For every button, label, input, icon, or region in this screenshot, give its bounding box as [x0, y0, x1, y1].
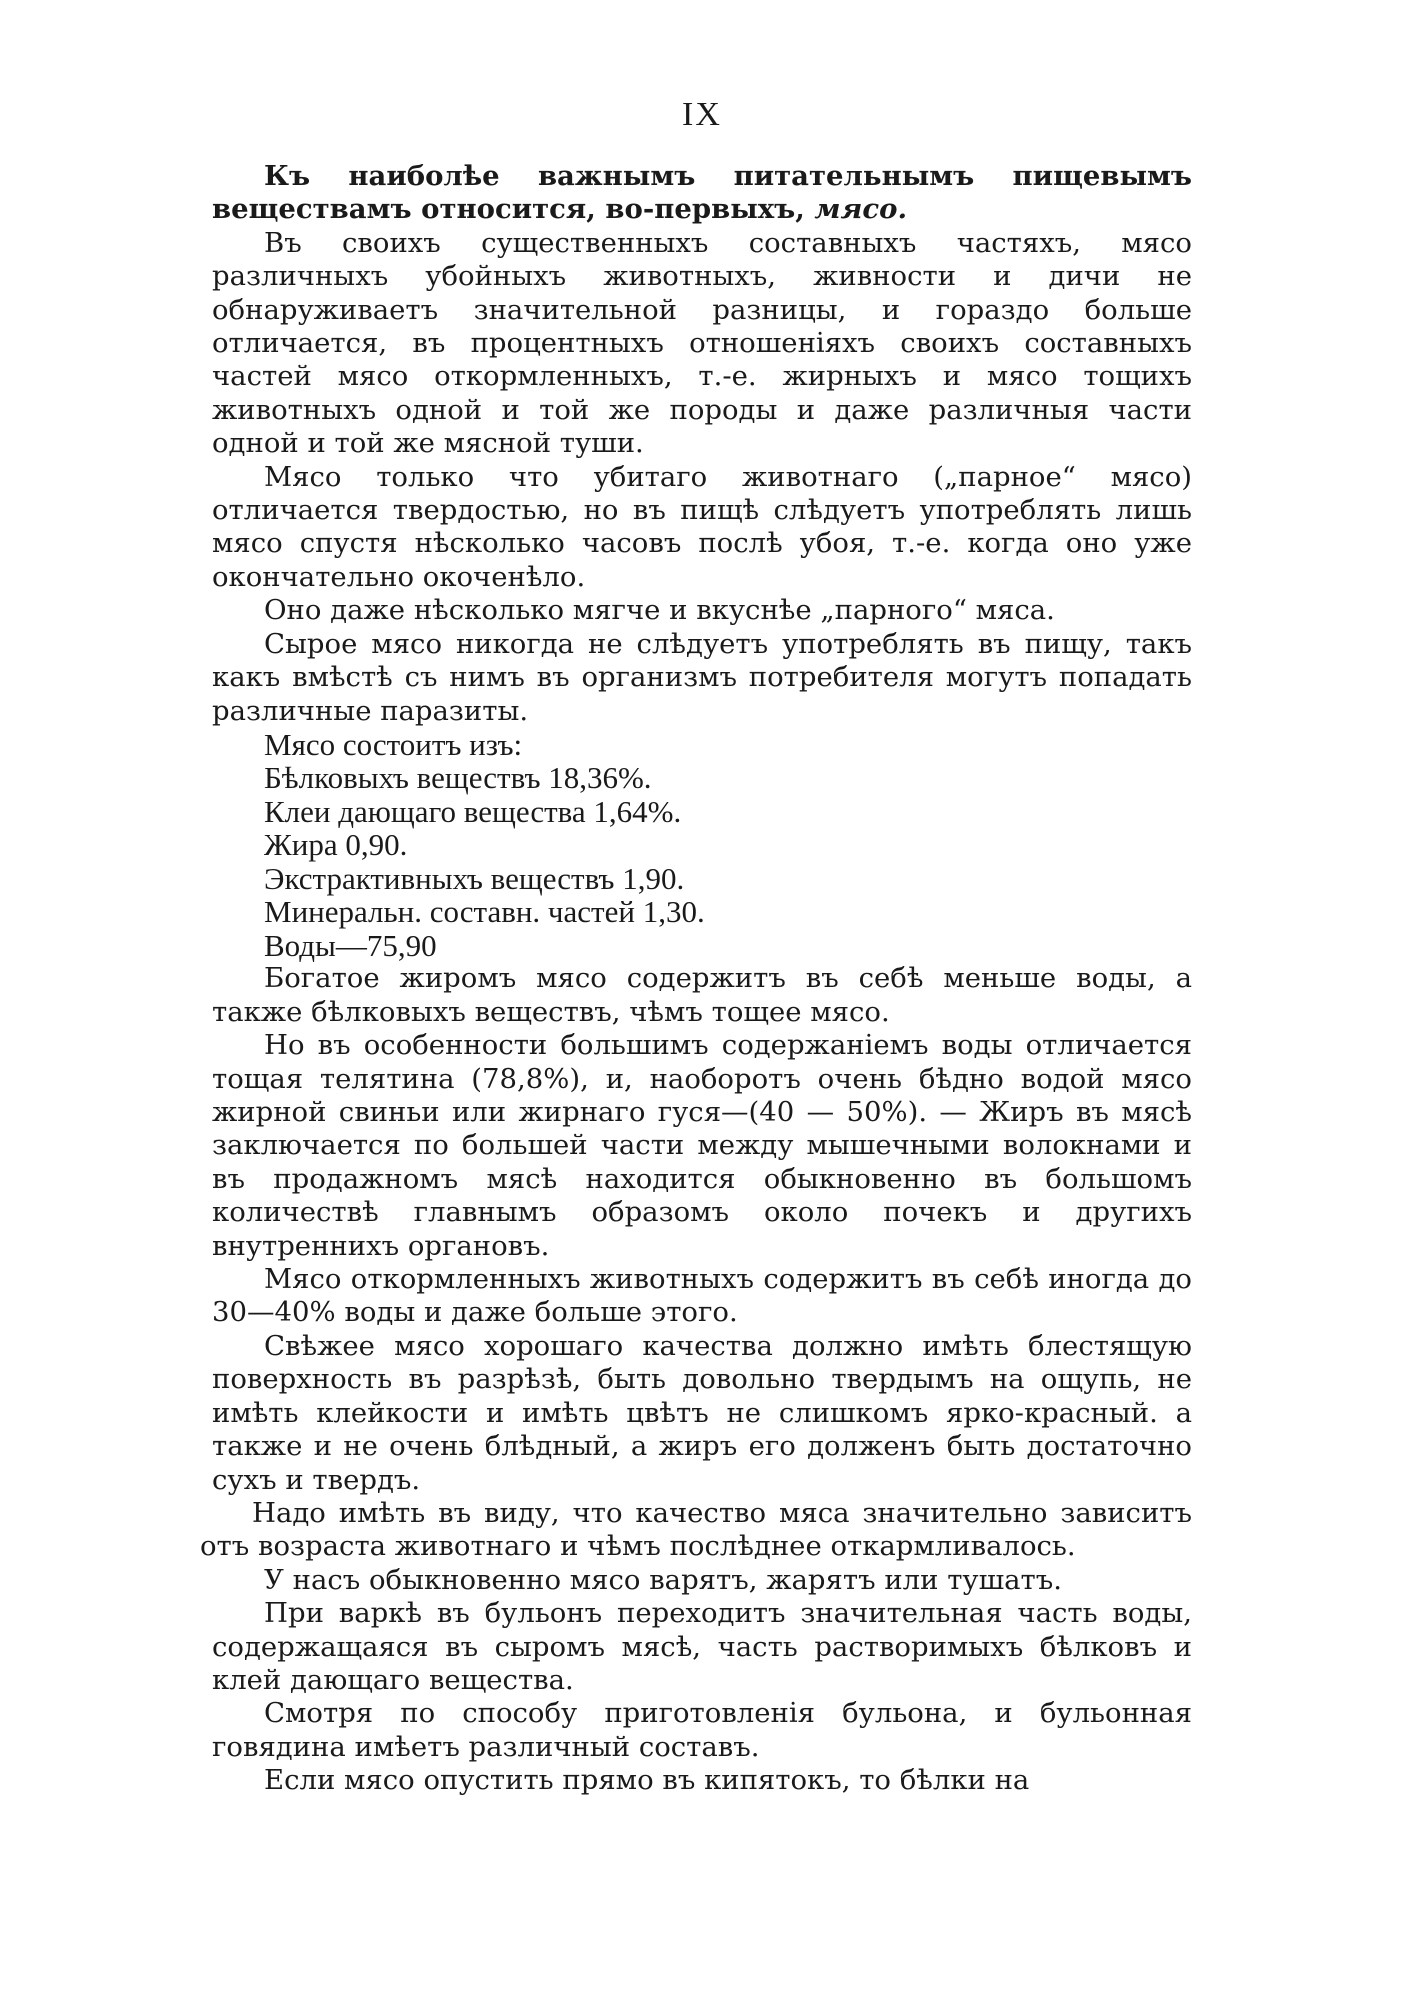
composition-item: Клеи дающаго вещества 1,64%.: [264, 793, 682, 829]
paragraph: Сырое мясо никогда не слѣдуетъ употреблять въ пищу, такъ какъ вмѣстѣ съ нимъ въ организмъ потребителя могутъ попадать различные паразиты.: [212, 627, 1192, 727]
paragraph: Мясо откормленныхъ животныхъ содержитъ въ себѣ иногда до 30—40% воды и даже больше этого.: [212, 1263, 1192, 1329]
composition-item: Минеральн. составн. частей 1,30.: [264, 894, 705, 930]
paragraph: Въ своихъ существенныхъ составныхъ частяхъ, мясо различныхъ убойныхъ животныхъ, живности и дичи не обнаруживаетъ значительной разницы, и гораздо больше отличается, въ процентныхъ отношеніяхъ своихъ составныхъ частей мясо откормленныхъ, т.-е. жирныхъ и мясо тощихъ животныхъ одной и той же породы и даже различныя части одной и той же мясной туши.: [212, 226, 1192, 460]
intro-text: Къ наиболѣе важнымъ питательнымъ пищевымъ веществамъ относится, во-первыхъ,: [212, 160, 1192, 226]
paragraph: Оно даже нѣсколько мягче и вкуснѣе „парного“ мяса.: [264, 594, 1055, 627]
intro-paragraph: [212, 160, 1192, 227]
composition-item: Жира 0,90.: [264, 827, 408, 863]
paragraph: У насъ обыкновенно мясо варятъ, жарятъ или тушатъ.: [264, 1563, 1062, 1596]
page-number: IX: [682, 96, 722, 133]
paragraph: Надо имѣть въ виду, что качество мяса значительно зависитъ отъ возраста животнаго и чѣмъ послѣднее откармливалось.: [200, 1496, 1192, 1563]
body-text: [200, 160, 1192, 1798]
paragraph: Свѣжее мясо хорошаго качества должно имѣть блестящую поверхность въ разрѣзѣ, быть довольно твердымъ на ощупь, не имѣть клейкости и имѣть цвѣтъ не слишкомъ ярко-красный. а также и не очень блѣдный, а жиръ его долженъ быть достаточно сухъ и твердъ.: [212, 1329, 1192, 1496]
paragraph: Но въ особенности большимъ содержаніемъ воды отличается тощая телятина (78,8%), и, наоборотъ очень бѣдно водой мясо жирной свиньи или жирнаго гуся—(40 — 50%). — Жиръ въ мясѣ заключается по большей части между мышечными волокнами и въ продажномъ мясѣ находится обыкновенно въ большомъ количествѣ главнымъ образомъ около почекъ и другихъ внутреннихъ органовъ.: [212, 1029, 1192, 1262]
paragraph: Мясо только что убитаго животнаго („парное“ мясо) отличается твердостью, но въ пищѣ слѣдуетъ употреблять лишь мясо спустя нѣсколько часовъ послѣ убоя, т.-е. когда оно уже окончательно окоченѣло.: [212, 460, 1192, 593]
composition-item: Воды—75,90: [264, 927, 437, 963]
intro-emphasis: мясо.: [814, 193, 908, 226]
composition-item: Экстрактивныхъ веществъ 1,90.: [264, 860, 685, 896]
composition-list: [212, 728, 1192, 963]
composition-item: Бѣлковыхъ веществъ 18,36%.: [264, 760, 652, 796]
paragraph: Богатое жиромъ мясо содержитъ въ себѣ меньше воды, а также бѣлковыхъ веществъ, чѣмъ тощее мясо.: [212, 962, 1192, 1028]
paragraph: Смотря по способу приготовленія бульона, и бульонная говядина имѣетъ различный составъ.: [212, 1697, 1192, 1763]
paragraph: Если мясо опустить прямо въ кипятокъ, то бѣлки на: [264, 1764, 1030, 1797]
paragraph: При варкѣ въ бульонъ переходитъ значительная часть воды, содержащаяся въ сыромъ мясѣ, часть растворимыхъ бѣлковъ и клей дающаго вещества.: [212, 1597, 1192, 1696]
composition-heading: Мясо состоитъ изъ:: [264, 726, 523, 762]
